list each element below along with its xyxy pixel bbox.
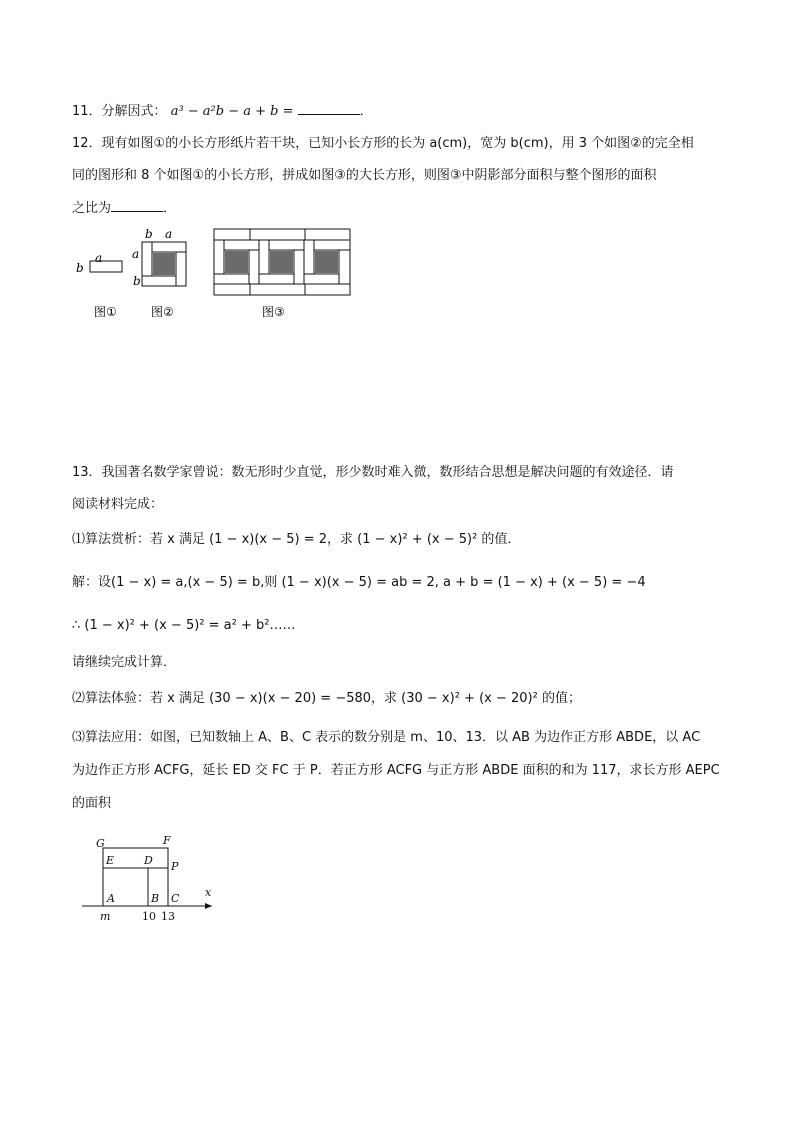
fig1-small-rectangle — [90, 261, 122, 272]
label-C: C — [171, 892, 180, 905]
fig3-outer-rectangle — [214, 229, 350, 295]
fig3-shaded-square-2 — [270, 251, 293, 273]
label-P: P — [171, 860, 179, 873]
label-F: F — [163, 834, 171, 847]
q11-label: 11．分解因式： — [72, 104, 167, 119]
q13-part-1: ⑴算法赏析：若 x 满足 (1 − x)(x − 5) = 2，求 (1 − x)² + (x − 5)² 的值． — [72, 532, 521, 547]
label-B: B — [151, 892, 160, 905]
q13-continue: 请继续完成计算． — [72, 655, 177, 670]
q13-part-2: ⑵算法体验：若 x 满足 (30 − x)(x − 20) = −580，求 (30 − x)² + (x − 20)² 的值； — [72, 691, 581, 706]
q11-expression: a³ − a²b − a + b = — [170, 104, 294, 119]
q13-part-3-line-1: ⑶算法应用：如图，已知数轴上 A、B、C 表示的数分别是 m、10、13．以 AB 为边作正方形 ABDE，以 AC — [72, 730, 701, 745]
fig2-label-b-left: b — [133, 274, 141, 288]
label-x: x — [205, 886, 212, 899]
q13-line-2: 阅读材料完成： — [72, 497, 164, 512]
q12-line-3-end: ． — [163, 201, 177, 216]
fig3-caption: 图③ — [262, 305, 285, 319]
fig1-label-b: b — [76, 261, 84, 275]
q12-line-2: 同的图形和 8 个如图①的小长方形，拼成如图③的大长方形，则图③中阴影部分面积与整个图形的面积 — [72, 168, 657, 183]
q12-figure-3 — [214, 229, 350, 295]
tick-m: m — [100, 910, 111, 923]
q11-answer-blank[interactable] — [298, 102, 360, 115]
q13-therefore: ∴ (1 − x)² + (x − 5)² = a² + b²…… — [72, 618, 296, 633]
axis-arrow-icon — [205, 903, 212, 909]
q13-line-1: 13．我国著名数学家曾说：数无形时少直觉，形少数时难入微，数形结合思想是解决问题的有效途径．请 — [72, 465, 674, 480]
tick-13: 13 — [161, 910, 175, 923]
fig2-caption: 图② — [151, 305, 174, 319]
q12-figure-2 — [132, 227, 186, 288]
tick-10: 10 — [142, 910, 156, 923]
q12-line-1: 12．现有如图①的小长方形纸片若干块，已知小长方形的长为 a(cm)，宽为 b(cm)，用 3 个如图②的完全相 — [72, 136, 694, 151]
fig2-label-b-top: b — [145, 227, 153, 241]
fig1-label-a: a — [95, 251, 103, 265]
label-E: E — [106, 854, 115, 867]
label-G: G — [96, 837, 105, 850]
q12-line-3-text: 之比为 — [72, 201, 112, 216]
fig3-shaded-square-1 — [225, 251, 248, 273]
q11-end: ． — [359, 104, 373, 119]
q12-answer-blank[interactable] — [111, 199, 163, 212]
q13-part-3-line-3: 的面积 — [72, 796, 112, 811]
q12-line-3 — [72, 199, 176, 218]
q12-figure-1 — [76, 251, 122, 275]
q11-line — [72, 102, 373, 121]
label-A: A — [107, 892, 115, 905]
q13-solution: 解：设(1 − x) = a,(x − 5) = b,则 (1 − x)(x − 5) = ab = 2, a + b = (1 − x) + (x − 5) = −4 — [72, 575, 646, 590]
fig2-label-a-left: a — [132, 247, 140, 261]
fig2-outer-square — [142, 242, 186, 286]
fig2-label-a-top: a — [165, 227, 173, 241]
square-ACFG — [103, 848, 168, 906]
fig2-shaded-square — [153, 253, 175, 275]
label-D: D — [144, 854, 153, 867]
fig3-shaded-square-3 — [315, 251, 338, 273]
q13-part-3-line-2: 为边作正方形 ACFG，延长 ED 交 FC 于 P．若正方形 ACFG 与正方形 ABDE 面积的和为 117，求长方形 AEPC — [72, 763, 720, 778]
fig1-caption: 图① — [94, 305, 117, 319]
